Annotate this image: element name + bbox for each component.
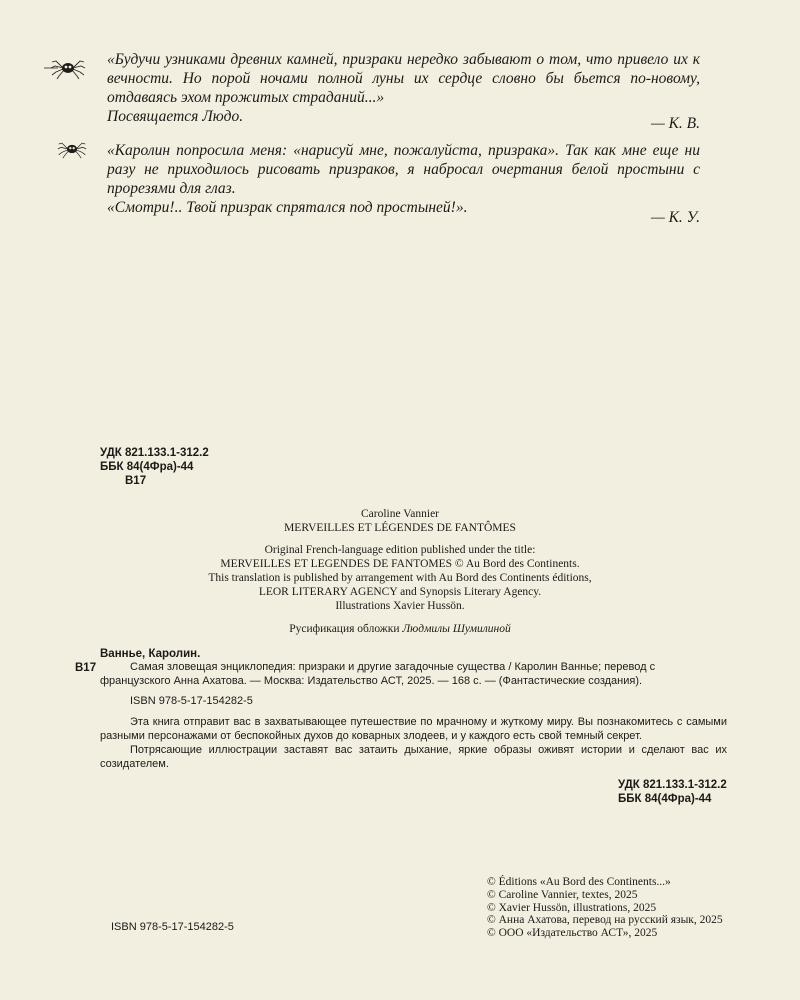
edition-note: This translation is published by arrangement with Au Bord des Continents éditions, — [208, 572, 592, 584]
annotation-paragraph: Эта книга отправит вас в захватывающее путешествие по мрачному и жуткому миру. Вы познакомитесь с самыми разными персонажами от беспокойных духов до коварных злодеев, и у каждого есть свой темный секрет. — [100, 716, 727, 742]
udk-code: УДК 821.133.1-312.2 — [618, 779, 727, 791]
edition-note: Illustrations Xavier Hussön. — [335, 600, 465, 612]
cover-credit — [150, 622, 650, 636]
catalog-description: Самая зловещая энциклопедия: призраки и другие загадочные существа / Каролин Ваннье; перевод с французского Анна Ахатова. — Москва: Издательство АСТ, 2025. — 168 с. — (Фантастические создания). — [100, 661, 656, 687]
bbk-code: ББК 84(4Фра)-44 — [618, 793, 712, 805]
copyright-block — [487, 876, 723, 940]
udk-code: УДК 821.133.1-312.2 — [100, 447, 209, 459]
edition-note: MERVEILLES ET LEGENDES DE FANTOMES © Au Bord des Continents. — [220, 558, 580, 570]
catalog-author: Ваннье, Каролин. — [100, 648, 201, 660]
edition-notes — [150, 543, 650, 613]
dedication-2-line: «Смотри!.. Твой призрак спрятался под простыней!». — [107, 199, 468, 216]
edition-note: LEOR LITERARY AGENCY and Synopsis Literary Agency. — [258, 586, 542, 598]
copyright-line: © Xavier Hussön, illustrations, 2025 — [487, 901, 657, 914]
classification-codes — [100, 446, 209, 488]
catalog-isbn: ISBN 978-5-17-154282-5 — [130, 695, 253, 707]
spider-icon — [52, 138, 92, 160]
dedication-1-quote: «Будучи узниками древних камней, призраки нередко забывают о том, что привело их к вечности. Но порой ночами полной луны их сердце словно бы бьется по-новому, отдаваясь эхом прожитых страданий...» — [107, 51, 700, 106]
author-mark: В17 — [125, 475, 147, 487]
bbk-code: ББК 84(4Фра)-44 — [100, 461, 194, 473]
annotation-paragraph: Потрясающие иллюстрации заставят вас затаить дыхание, яркие образы оживят истории и сделают вас их созидателем. — [100, 744, 727, 770]
dedication-2-signature: — К. У. — [650, 209, 700, 226]
copyright-line: © ООО «Издательство АСТ», 2025 — [487, 927, 658, 940]
original-author: Caroline Vannier — [360, 508, 440, 520]
dedication-1-signature: — К. В. — [650, 115, 700, 132]
catalog-codes — [618, 778, 727, 806]
copyright-line: © Caroline Vannier, textes, 2025 — [487, 888, 638, 901]
original-title-block — [150, 507, 650, 535]
cover-credit-prefix: Русификация обложки — [289, 623, 403, 635]
original-title: MERVEILLES ET LÉGENDES DE FANTÔMES — [284, 522, 516, 534]
copyright-line: © Éditions «Au Bord des Continents...» — [487, 876, 671, 888]
cover-credit-name: Людмилы Шумилиной — [402, 623, 511, 635]
copyright-line: © Анна Ахатова, перевод на русский язык, 2025 — [487, 914, 723, 927]
dedication-2 — [107, 141, 700, 217]
annotation — [100, 715, 727, 771]
spider-icon — [44, 56, 92, 80]
edition-note: Original French-language edition published under the title: — [264, 544, 536, 556]
dedication-1-line: Посвящается Людо. — [107, 108, 244, 125]
dedication-2-quote: «Каролин попросила меня: «нарисуй мне, пожалуйста, призрака». Так как мне еще ни разу не приходилось рисовать призраков, я набросал очертания белой простыни с прорезями для глаз. — [107, 142, 700, 197]
catalog-code: В17 — [75, 662, 97, 674]
dedication-1 — [107, 50, 700, 126]
isbn-bottom: ISBN 978-5-17-154282-5 — [111, 921, 234, 933]
